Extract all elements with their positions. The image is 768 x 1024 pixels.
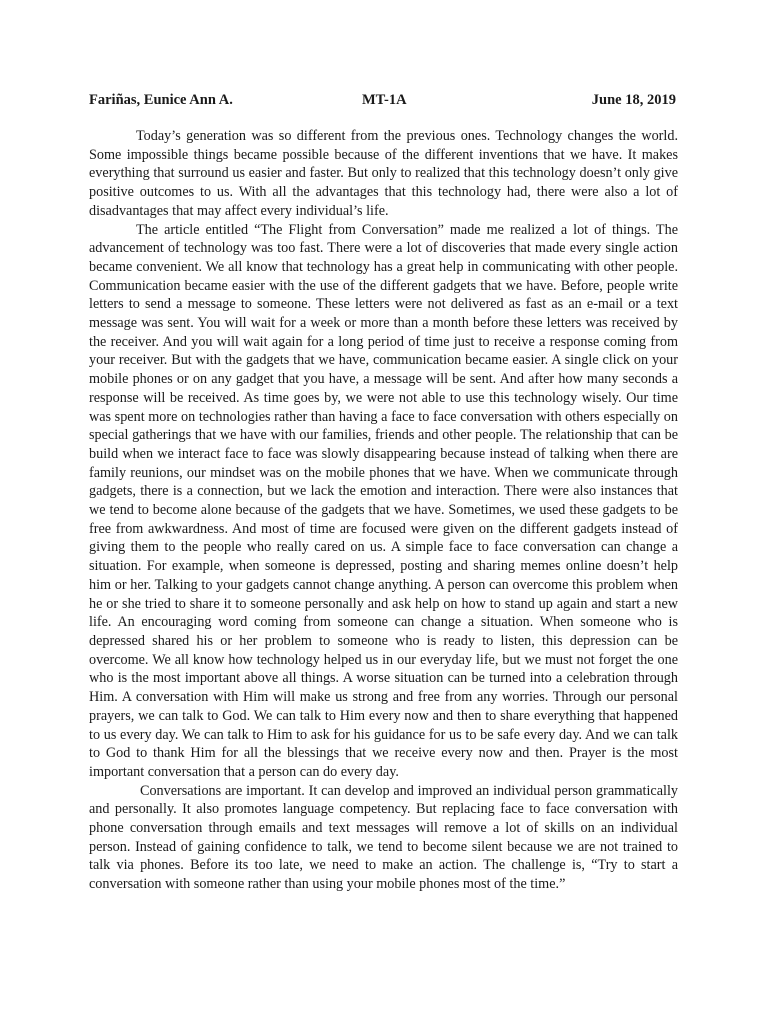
document-header xyxy=(89,92,676,114)
essay-body xyxy=(89,127,678,894)
paragraph-conclusion: Conversations are important. It can develop and improved an individual person grammatically and personally. It also promotes language competency. But replacing face to face conversation with phone conversation through emails and text messages will remove a lot of skills on an individual person. Instead of gaining confidence to talk, we tend to become silent because we are not trained to talk via phones. Before its too late, we need to make an action. The challenge is, “Try to start a conversation with someone rather than using your mobile phones most of the time.” xyxy=(89,782,678,893)
paragraph-intro: Today’s generation was so different from the previous ones. Technology changes the world. Some impossible things became possible because of the different inventions that we have. It makes everything that surround us easier and faster. But only to realized that this technology doesn’t only give positive outcomes to us. With all the advantages that this technology had, there were also a lot of disadvantages that may affect every individual’s life. xyxy=(89,128,678,219)
class-section: MT-1A xyxy=(362,92,407,108)
document-date: June 18, 2019 xyxy=(591,92,676,108)
student-name: Fariñas, Eunice Ann A. xyxy=(89,92,233,108)
paragraph-main: The article entitled “The Flight from Conversation” made me realized a lot of things. The advancement of technology was too fast. There were a lot of discoveries that made every single action became convenient. We all know that technology has a great help in communicating with other people. Communication became easier with the use of the different gadgets that we have. Before, people write letters to send a message to someone. These letters were not delivered as fast as an e-mail or a text message was sent. You will wait for a week or more than a month before these letters was received by the receiver. And you will wait again for a long period of time just to receive a response coming from your receiver. But with the gadgets that we have, communication became easier. A single click on your mobile phones or on any gadget that you have, a message will be sent. And after how many seconds a response will be received. As time goes by, we were not able to use this technology wisely. Our time was spent more on technologies rather than having a face to face conversation with others especially on special gatherings that we have with our families, friends and other people. The relationship that can be build when we interact face to face was slowly disappearing because instead of talking when there are family reunions, our mindset was on the mobile phones that we have. When we communicate through gadgets, there is a connection, but we lack the emotion and interaction. There were also instances that we tend to become alone because of the gadgets that we have. Sometimes, we used these gadgets to be free from awkwardness. And most of time are focused were given on the different gadgets instead of giving them to the people who really cared on us. A simple face to face conversation can change a situation. For example, when someone is depressed, posting and sharing memes online doesn’t help him or her. Talking to your gadgets cannot change anything. A person can overcome this problem when he or she tried to share it to someone personally and ask help on how to stand up again and start a new life. An encouraging word coming from someone can change a situation. When someone who is depressed shared his or her problem to someone who is ready to listen, this depression can be overcome. We all know how technology helped us in our everyday life, but we must not forget the one who is the most important above all things. A worse situation can be turned into a celebration through Him. A conversation with Him will make us strong and free from any worries. Through our personal prayers, we can talk to God. We can talk to Him every now and then to share everything that happened to us every day. We can talk to Him to ask for his guidance for us to be safe every day. And we can talk to God to thank Him for all the blessings that we receive every now and then. Prayer is the most important conversation that a person can do every day. xyxy=(89,221,678,780)
